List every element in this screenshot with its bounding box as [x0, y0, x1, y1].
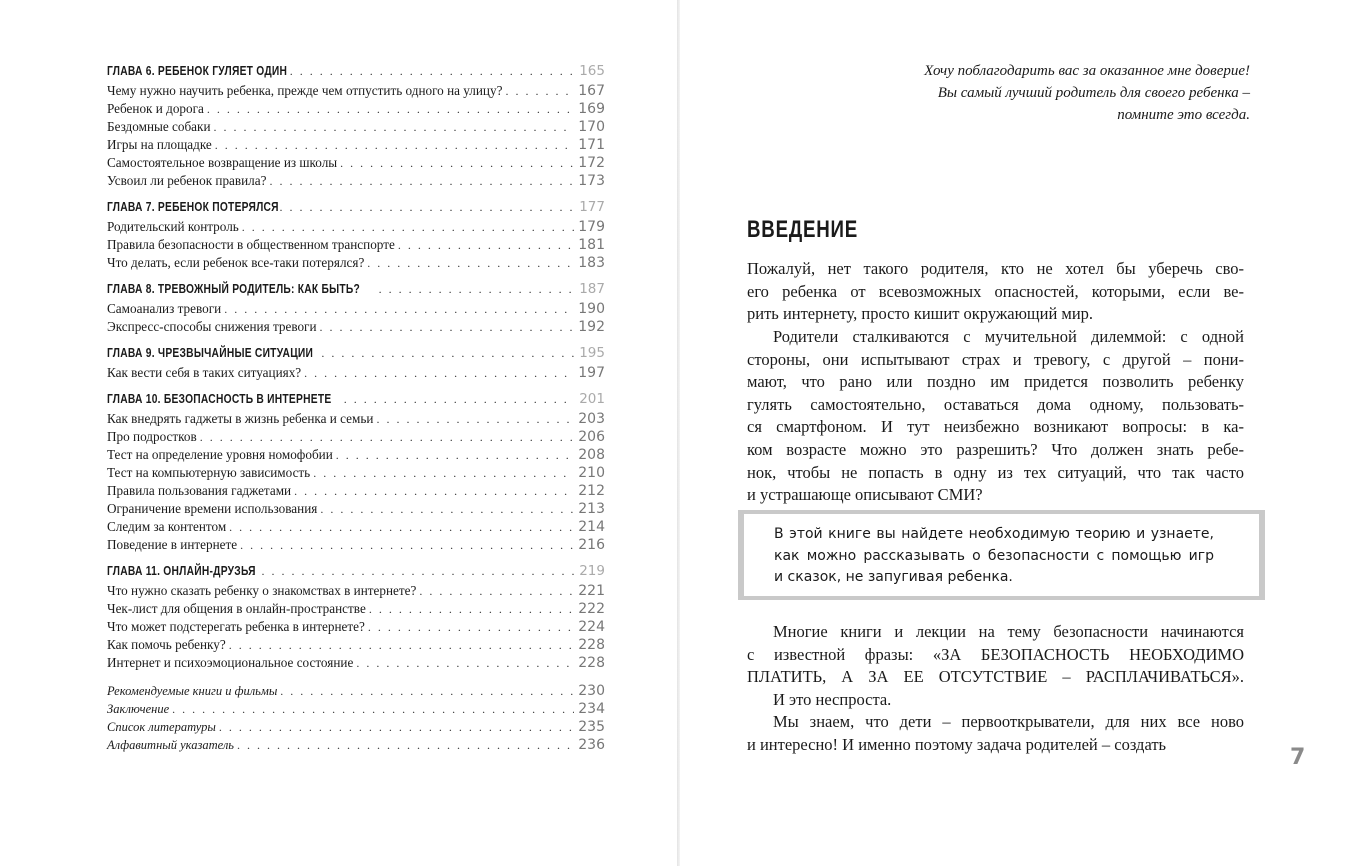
toc-entry — [107, 318, 605, 336]
toc-entry — [107, 428, 605, 446]
toc-title: Алфавитный указатель — [107, 738, 234, 752]
text-line: гулять самостоятельно, оставаться дома одному, пользовать- — [747, 394, 1244, 414]
section-title: ВВЕДЕНИЕ — [747, 216, 859, 243]
toc-title: Про подростков — [107, 429, 197, 444]
text-line: и устрашающе описывают СМИ? — [747, 485, 983, 505]
paragraph — [747, 258, 1244, 326]
leader-dots — [368, 618, 574, 636]
toc-page: 236 — [578, 737, 605, 753]
leader-dots — [294, 482, 574, 500]
text-line: Мы знаем, что дети – первооткрыватели, для них все ново — [773, 712, 1244, 732]
callout-box — [738, 510, 1265, 600]
page-number: 7 — [1290, 745, 1306, 770]
toc-page: 235 — [578, 719, 605, 735]
leader-dots — [240, 536, 574, 554]
right-page — [680, 0, 1356, 866]
toc-title: Родительский контроль — [107, 219, 239, 234]
toc-title: Экспресс-способы снижения тревоги — [107, 319, 317, 334]
toc-entry — [107, 718, 605, 736]
toc-entry — [107, 218, 605, 236]
leader-dots — [321, 344, 574, 362]
text-line: ком возрасте можно это разрешить? Что должен знать ребе- — [747, 439, 1244, 459]
toc-entry — [107, 600, 605, 618]
leader-dots — [229, 518, 574, 536]
leader-dots — [344, 390, 574, 408]
toc-entry — [107, 636, 605, 654]
toc-chapter — [107, 280, 605, 300]
leader-dots — [320, 318, 574, 336]
toc-page: 228 — [578, 655, 605, 671]
toc-entry — [107, 82, 605, 100]
text-line: с известной фразы: «ЗА БЕЗОПАСНОСТЬ НЕОБХОДИМО — [747, 644, 1244, 664]
text-line: Родители сталкиваются с мучительной дилеммой: с одной — [773, 327, 1244, 346]
toc-page: 213 — [578, 501, 605, 517]
paragraph — [747, 621, 1244, 757]
text-line: рить интернету, просто кишит окружающий мир. — [747, 304, 1094, 324]
toc-entry — [107, 172, 605, 190]
text-line: мают, что рано или поздно им придется позволить ребенку — [747, 372, 1244, 392]
toc-entry — [107, 536, 605, 554]
toc-page: 201 — [579, 391, 605, 407]
toc-entry — [107, 500, 605, 518]
toc-title: Усвоил ли ребенок правила? — [107, 173, 267, 188]
leader-dots — [340, 154, 574, 172]
toc-title: Тест на определение уровня номофобии — [107, 447, 333, 462]
quote-line: помните это всегда. — [1117, 107, 1250, 123]
leader-dots — [505, 82, 574, 100]
text-line: как можно рассказывать о безопасности с помощью игр — [774, 547, 1214, 564]
toc-entry — [107, 118, 605, 136]
toc-page: 172 — [578, 155, 605, 171]
toc-chapter — [107, 390, 605, 410]
toc-page: 165 — [579, 63, 605, 79]
text-line: И это неспроста. — [773, 689, 892, 709]
toc-chapter — [107, 198, 605, 218]
toc-entry — [107, 736, 605, 754]
toc-entry — [107, 464, 605, 482]
toc-title: Что нужно сказать ребенку о знакомствах в интернете? — [107, 583, 417, 598]
toc-title: Поведение в интернете — [107, 537, 238, 552]
leader-dots — [280, 198, 575, 216]
leader-dots — [269, 172, 574, 190]
toc-entry — [107, 700, 605, 718]
text-line: стороны, они испытывают страх и тревогу, с другой – пони- — [747, 349, 1244, 369]
leader-dots — [229, 636, 574, 654]
leader-dots — [251, 562, 574, 580]
toc-title: ГЛАВА 6. РЕБЕНОК ГУЛЯЕТ ОДИН — [107, 64, 288, 78]
toc-title: Правила безопасности в общественном транспорте — [107, 237, 395, 252]
toc-title: Игры на площадке — [107, 137, 212, 152]
text-line: нок, чтобы не попасть в одну из тех ситуаций, что так часто — [747, 462, 1244, 482]
leader-dots — [336, 446, 574, 464]
toc-entry — [107, 100, 605, 118]
toc-entry — [107, 654, 605, 672]
toc-title: Список литературы — [107, 720, 216, 734]
table-of-contents — [107, 62, 605, 754]
toc-entry — [107, 154, 605, 172]
leader-dots — [172, 700, 574, 718]
leader-dots — [379, 280, 574, 298]
toc-page: 179 — [578, 219, 605, 235]
toc-title: Заключение — [107, 702, 170, 716]
toc-page: 228 — [578, 637, 605, 653]
toc-title: Ограничение времени использования — [107, 501, 318, 516]
leader-dots — [419, 582, 574, 600]
leader-dots — [224, 300, 574, 318]
toc-page: 219 — [579, 563, 605, 579]
toc-page: 208 — [578, 447, 605, 463]
leader-dots — [367, 254, 574, 272]
toc-page: 197 — [578, 365, 605, 381]
toc-entry — [107, 482, 605, 500]
toc-title: Как помочь ребенку? — [107, 637, 226, 652]
toc-page: 171 — [578, 137, 605, 153]
left-page — [0, 0, 677, 866]
toc-page: 187 — [579, 281, 605, 297]
toc-title: Что может подстерегать ребенка в интернете? — [107, 619, 365, 634]
toc-entry — [107, 236, 605, 254]
toc-entry — [107, 682, 605, 700]
toc-page: 195 — [579, 345, 605, 361]
toc-entry — [107, 582, 605, 600]
toc-page: 183 — [578, 255, 605, 271]
toc-page: 214 — [578, 519, 605, 535]
toc-entry — [107, 300, 605, 318]
quote-line: Вы самый лучший родитель для своего ребенка – — [937, 85, 1250, 101]
leader-dots — [304, 364, 574, 382]
toc-page: 212 — [578, 483, 605, 499]
leader-dots — [242, 218, 574, 236]
toc-title: ГЛАВА 8. ТРЕВОЖНЫЙ РОДИТЕЛЬ: КАК БЫТЬ? — [107, 282, 361, 296]
toc-title: ГЛАВА 9. ЧРЕЗВЫЧАЙНЫЕ СИТУАЦИИ — [107, 346, 314, 360]
toc-page: 221 — [578, 583, 605, 599]
leader-dots — [214, 118, 575, 136]
toc-entry — [107, 410, 605, 428]
toc-entry — [107, 136, 605, 154]
toc-entry — [107, 364, 605, 382]
leader-dots — [215, 136, 574, 154]
toc-title: Рекомендуемые книги и фильмы — [107, 684, 278, 698]
toc-chapter — [107, 62, 605, 82]
toc-title: Следим за контентом — [107, 519, 227, 534]
toc-entry — [107, 446, 605, 464]
toc-page: 169 — [578, 101, 605, 117]
toc-page: 173 — [578, 173, 605, 189]
toc-title: ГЛАВА 10. БЕЗОПАСНОСТЬ В ИНТЕРНЕТЕ — [107, 392, 332, 406]
toc-title: Самоанализ тревоги — [107, 301, 222, 316]
toc-title: Чек-лист для общения в онлайн-пространстве — [107, 601, 366, 616]
toc-page: 222 — [578, 601, 605, 617]
toc-entry — [107, 618, 605, 636]
leader-dots — [290, 62, 574, 80]
toc-title: Правила пользования гаджетами — [107, 483, 292, 498]
toc-title: Чему нужно научить ребенка, прежде чем отпустить одного на улицу? — [107, 83, 503, 98]
text-line: Многие книги и лекции на тему безопасности начинаются — [773, 622, 1244, 641]
toc-page: 181 — [578, 237, 605, 253]
leader-dots — [398, 236, 574, 254]
toc-page: 177 — [579, 199, 605, 215]
toc-title: Тест на компьютерную зависимость — [107, 465, 311, 480]
text-line: ся смартфоном. И тут неизбежно возникают вопросы: в ка- — [747, 417, 1244, 437]
text-line: ПЛАТИТЬ, А ЗА ЕЕ ОТСУТСТВИЕ – РАСПЛАЧИВАТЬСЯ». — [747, 667, 1244, 687]
toc-page: 167 — [578, 83, 605, 99]
toc-title: Как внедрять гаджеты в жизнь ребенка и семьи — [107, 411, 374, 426]
toc-entry — [107, 518, 605, 536]
toc-page: 230 — [578, 683, 605, 699]
text-line: и интересно! И именно поэтому задача родителей – создать — [747, 734, 1167, 754]
leader-dots — [237, 736, 574, 754]
toc-title: Как вести себя в таких ситуациях? — [107, 365, 302, 380]
leader-dots — [376, 410, 574, 428]
toc-page: 224 — [578, 619, 605, 635]
toc-chapter — [107, 562, 605, 582]
text-line: В этой книге вы найдете необходимую теорию и узнаете, — [774, 526, 1214, 542]
toc-title: ГЛАВА 7. РЕБЕНОК ПОТЕРЯЛСЯ — [107, 200, 279, 214]
leader-dots — [320, 500, 574, 518]
leader-dots — [313, 464, 574, 482]
leader-dots — [200, 428, 574, 446]
leader-dots — [280, 682, 574, 700]
text-line: его ребенка от всевозможных опасностей, которыми, если ве- — [747, 281, 1244, 301]
toc-title: Ребенок и дорога — [107, 101, 204, 116]
toc-page: 192 — [578, 319, 605, 335]
toc-page: 190 — [578, 301, 605, 317]
toc-page: 203 — [578, 411, 605, 427]
toc-title: Что делать, если ребенок все-таки потерялся? — [107, 255, 365, 270]
toc-title: Интернет и психоэмоциональное состояние — [107, 655, 354, 670]
text-line: и сказок, не запугивая ребенка. — [774, 569, 1013, 585]
toc-page: 206 — [578, 429, 605, 445]
leader-dots — [369, 600, 574, 618]
toc-title: Самостоятельное возвращение из школы — [107, 155, 338, 170]
dedication-quote — [924, 60, 1250, 126]
toc-chapter — [107, 344, 605, 364]
toc-title: Бездомные собаки — [107, 119, 211, 134]
paragraph — [747, 326, 1244, 507]
leader-dots — [356, 654, 574, 672]
toc-page: 234 — [578, 701, 605, 717]
leader-dots — [207, 100, 574, 118]
text-line: Пожалуй, нет такого родителя, кто не хотел бы уберечь сво- — [747, 259, 1244, 278]
toc-title: ГЛАВА 11. ОНЛАЙН-ДРУЗЬЯ — [107, 564, 256, 578]
quote-line: Хочу поблагодарить вас за оказанное мне доверие! — [924, 63, 1250, 79]
toc-page: 216 — [578, 537, 605, 553]
toc-page: 170 — [578, 119, 605, 135]
toc-page: 210 — [578, 465, 605, 481]
leader-dots — [219, 718, 574, 736]
toc-entry — [107, 254, 605, 272]
